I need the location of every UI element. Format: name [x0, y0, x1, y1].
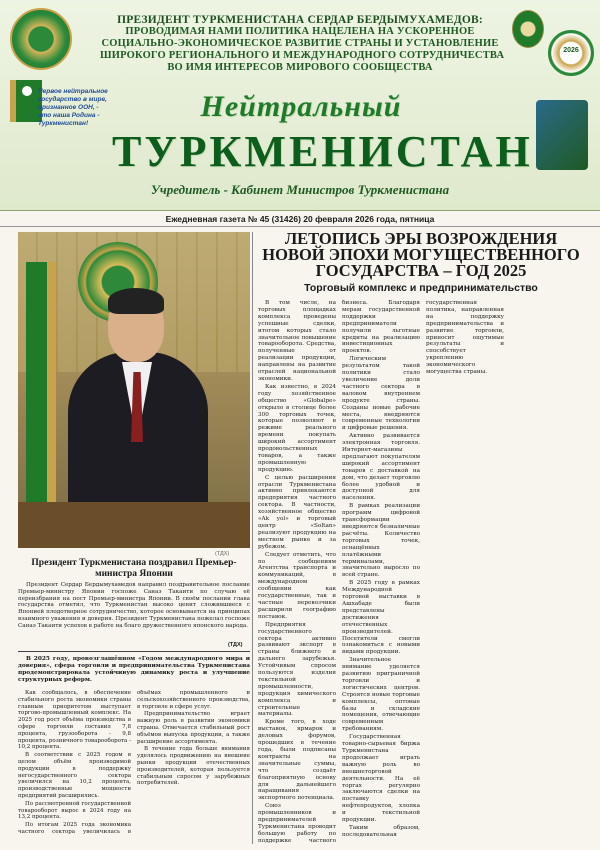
quote-line: ШИРОКОГО РЕГИОНАЛЬНОГО И МЕЖДУНАРОДНОГО СОТРУДНИЧЕСТВА	[100, 50, 505, 61]
paragraph: Логическим результатом такой политики стало увеличение доли частного сектора в валовом внутреннем продукте страны. Созданы новые рабочие места, внедряются современные технологии и цифровые решения.	[342, 356, 420, 432]
paragraph: Значительное внимание уделяется развитию приграничной торговли и логистических центров. Строятся новые торговые комплексы, оптовые базы и складские помещения, отвечающие современным требованиям.	[342, 657, 420, 733]
paragraph: В течение года больше внимания уделялось продвижению на внешние рынки продукции отечественных производителей, которая пользуется стабильным спросом у зарубежных потребителей.	[137, 746, 250, 787]
paragraph: По итогам 2025 года экономика частного сектора увеличилась в объёмах промышленного и сельскохозяйственного производства, в торговле и сфере услуг.	[18, 690, 250, 835]
photo-flag	[26, 262, 56, 502]
paper-name-line1: Нейтральный	[200, 90, 402, 123]
main-article-body	[258, 300, 588, 845]
photo-credit: (ТДХ)	[215, 551, 230, 557]
paragraph: Кроме того, в ходе выставок, ярмарок и деловых форумов, прошедших в течение года, были подписаны контракты на значительные суммы, что создаёт благоприятную основу для дальнейшего наращивания экспортного потенциала.	[258, 719, 336, 802]
main-headline: ЛЕТОПИСЬ ЭРЫ ВОЗРОЖДЕНИЯ НОВОЙ ЭПОХИ МОГУЩЕСТВЕННОГО ГОСУДАРСТВА – ГОД 2025	[262, 229, 580, 280]
left-article-body	[18, 690, 250, 840]
paper-name-line2: ТУРКМЕНИСТАН	[112, 127, 533, 176]
paragraph: В соответствии с 2025 годом в целом объём производимой продукции в поддержку негосударственного сектора увеличился на 10,2 процента, производственные мощности предприятий расширились.	[18, 752, 131, 799]
masthead	[0, 0, 600, 211]
paragraph: По рассмотренной государственной товарооборот вырос в 2024 году на 13,2 процента.	[18, 800, 131, 821]
year-badge-text: 2026	[563, 47, 579, 54]
paragraph: Как сообщалось, в обеспечение стабильного роста экономики страны главным приоритетом выступает торгово-промышленный комплекс. На 2025 год рост объёма производства в сфере торговли составил 7,8 процента, грузооборота - 9,8 процента, розничного товарооборота - 10,2 процента.	[18, 690, 131, 751]
quote-line: ПРЕЗИДЕНТ ТУРКМЕНИСТАНА СЕРДАР БЕРДЫМУХАМЕДОВ:	[117, 14, 483, 26]
founder-line: Учредитель - Кабинет Министров Туркменистана	[150, 182, 450, 197]
paragraph: В том числе, на торговых площадках комплекса проведены успешные сделки, итогом которых стало значительное повышение товарооборота. Средства, полученные от реализации продукции, направлены на развитие отраслей национальной экономики.	[258, 300, 336, 382]
caption-body: Президент Сердар Бердымухамедов направил поздравительное послание Премьер-министру Японии госпоже Санаэ Такаити по случаю её переизбрания на пост Премьер-министра Японии. В своём послании глава государства отметил, что Туркменистан высоко ценит сложившиеся с Японией плодотворное сотрудничество, которое основывается на принципах взаимного уважения и доверия. Президент Туркменистана пожелал госпоже Санаэ Такаити успехов в работе на благо дружественного японского народа.	[18, 582, 250, 629]
paragraph: В рамках реализации программ цифровой трансформации внедряются безналичные расчёты. Количество торговых точек, оснащённых платёжными терминалами, значительно выросло по всей стране.	[342, 503, 420, 579]
divider	[18, 651, 250, 652]
pen-logo-icon	[536, 100, 588, 170]
quote-line: СОЦИАЛЬНО-ЭКОНОМИЧЕСКОЕ РАЗВИТИЕ СТРАНЫ И УСТАНОВЛЕНИЕ	[101, 38, 499, 49]
paragraph: Следует отметить, что по сообщениям Агентства транспорта и коммуникаций, в международном сообщении как государственные, так и частные перевозчики расширили географию поставок.	[258, 551, 336, 620]
photo-hair	[108, 288, 164, 314]
paragraph: Как известно, в 2024 году хозяйственное общество «Globalpe» открыло в столице более 300 торговых точек, которые позволяют в режиме реального времени покупать широкий ассортимент продовольственных товаров, а также промышленную продукцию.	[258, 383, 336, 473]
paragraph: Предпринимательство играет важную роль в развитии экономики страны. Отмечается стабильный рост объёмов выпуска продукции, а также расширение ассортимента.	[137, 711, 250, 745]
lead-paragraph: В 2025 году, провозглашённом «Годом международного мира и доверия», сфера торговли и предпринимательства Туркменистана продемонстрировала устойчивую динамику роста и улучшение структурных реформ.	[18, 656, 250, 683]
caption-title: Президент Туркменистана поздравил Премьер-министра Японии	[31, 558, 237, 579]
year-badge-icon	[548, 30, 594, 76]
paragraph: Таким образом, последовательная государственная политика, направленная на поддержку предпринимательства и развитие торговли, приносит ощутимые результаты и способствует укреплению экономического могущества страны.	[342, 300, 504, 838]
neutrality-caption: Первое нейтральное государство в мире, признанное ООН, - это наша Родина - Туркменистан!	[38, 88, 108, 127]
photo-desk	[18, 502, 250, 548]
paragraph: Предприятия государственного сектора активно развивают экспорт в страны ближнего и дальнего зарубежья. Устойчивым спросом пользуются изделия текстильной промышленности, продукция химического комплекса и строительные материалы.	[258, 621, 336, 718]
quote-line: ПРОВОДИМАЯ НАМИ ПОЛИТИКА НАЦЕЛЕНА НА УСКОРЕННОЕ	[125, 26, 475, 37]
paragraph: Союз промышленников и предпринимателей Туркменистана проводит большую работу по поддержке частного бизнеса. Благодаря мерам государственной поддержки предприниматели получили льготные кредиты на реализацию инвестиционных проектов.	[258, 300, 420, 844]
paragraph: Государственная товарно-сырьевая биржа Туркменистана продолжает играть важную роль во внешнеторговой деятельности. На её торгах регулярно заключаются сделки на поставку нефтепродуктов, хлопка и текстильной продукции.	[342, 734, 420, 824]
president-photo	[18, 232, 250, 548]
paragraph: Активно развивается электронная торговля. Интернет-магазины предлагают покупателям широкий ассортимент товаров с доставкой на дом, что делает торговлю более удобной и доступной для населения.	[342, 433, 420, 502]
paragraph: В 2025 году в рамках Международной торговой выставки в Ашхабаде были представлены достижения отечественных производителей. Посетители смогли ознакомиться с новыми видами продукции.	[342, 580, 420, 656]
main-subheadline: Торговый комплекс и предпринимательство	[304, 282, 538, 294]
issue-info: Ежедневная газета № 45 (31426) 20 февраля 2026 года, пятница	[0, 212, 600, 227]
caption-source: (ТДХ)	[228, 642, 243, 648]
state-emblem-icon	[10, 8, 72, 70]
column-divider	[252, 232, 253, 844]
quote-line: ВО ИМЯ ИНТЕРЕСОВ МИРОВОГО СООБЩЕСТВА	[167, 62, 433, 73]
paragraph: С целью расширения отрасли Туркменистана активно привлекаются предприятия частного сектора. В частности, хозяйственное общество «Ak yol» и торговый центр «Soltan» реализуют продукцию на местном рынке и за рубежом.	[258, 474, 336, 550]
flag-crescent-icon	[22, 86, 32, 96]
medal-emblem-icon	[512, 10, 544, 48]
